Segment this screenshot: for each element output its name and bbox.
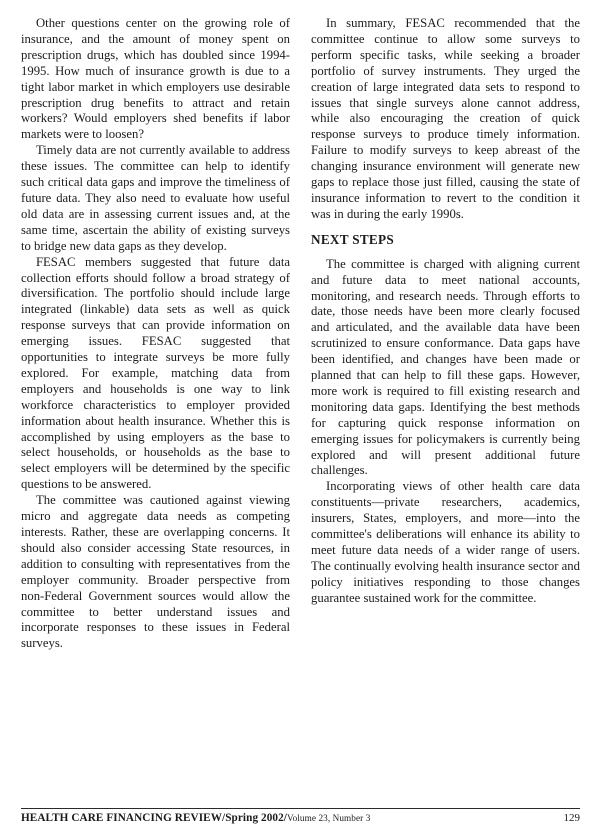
footer-rule <box>21 808 580 809</box>
journal-title: HEALTH CARE FINANCING REVIEW/Spring 2002/ <box>21 812 288 824</box>
paragraph: Timely data are not currently available to address these issues. The committee can help to identify such critical data gaps and improve the timeliness of future data. They also need to evaluate how useful old data are in assessing current issues and, at the same time, ascertain the ability of existing surveys to bridge new data gaps as they develop. <box>21 143 290 253</box>
left-column <box>21 16 290 803</box>
section-heading-next-steps: NEXT STEPS <box>311 231 395 247</box>
page-number: 129 <box>563 812 580 824</box>
right-column <box>311 16 580 803</box>
paragraph: Incorporating views of other health care data constituents—private researchers, academics, insurers, States, employers, and more—into the committee's deliberations will enhance its ability to meet future data needs of a wider range of users. The continually evolving health insurance sector and policy initiatives responding to those changes guarantee sustained work for the committee. <box>311 479 580 605</box>
paragraph: The committee is charged with aligning current and future data to meet national accounts, monitoring, and research needs. Through efforts to date, those needs have been more clearly focused and articulated, and the available data have been scrutinized to ensure conformance. Data gaps have been identified, and changes have been made or planned that can help to fill these gaps. However, more work is required to fill existing research and monitoring data gaps. Identifying the best methods for capturing quick response information on emerging issues for policymakers is currently being explored and will present additional future challenges. <box>311 256 580 478</box>
paragraph: FESAC members suggested that future data collection efforts should follow a broad strategy of diversification. The portfolio should include large integrated (linkable) data sets as well as quick response surveys that can provide information on emerging issues. FESAC suggested that opportunities to integrate surveys be more fully explored. For example, matching data from employers and households is one way to link workforce characteristics to employer provided information about health insurance. Whether this is accomplished by using employers as the base to select households, or households as the base to select employers will be determined by the specific questions to be answered. <box>21 254 290 492</box>
page-footer <box>21 812 580 824</box>
two-column-layout <box>21 16 580 803</box>
paragraph: In summary, FESAC recommended that the committee continue to allow some surveys to perform specific tasks, while seeking a broader portfolio of survey instruments. They urged the creation of large integrated data sets to respond to issues that single surveys alone cannot address, while also encouraging the creation of quick response surveys to produce timely information. Failure to modify surveys to keep abreast of the changing insurance environment will generate new gaps to replace those just filled, causing the state of insurance information to revert to the condition it was in during the early 1990s. <box>311 16 580 221</box>
paragraph: The committee was cautioned against viewing micro and aggregate data needs as competing interests. Rather, these are overlapping concerns. It should also consider accessing State resources, in addition to consulting with representatives from the employer community. Broader perspective from non-Federal Government sources would allow the committee to better understand issues and incorporate responses to these issues in Federal surveys. <box>21 493 290 651</box>
paragraph: Other questions center on the growing role of insurance, and the amount of money spent on prescription drugs, which has doubled since 1994-1995. How much of insurance growth is due to a tight labor market in which employers use desirable prescription drug benefits to attract and retain workers? Would employers shed benefits if labor markets were to loosen? <box>21 16 290 142</box>
journal-citation <box>21 812 370 824</box>
volume-info: Volume 23, Number 3 <box>287 813 371 823</box>
